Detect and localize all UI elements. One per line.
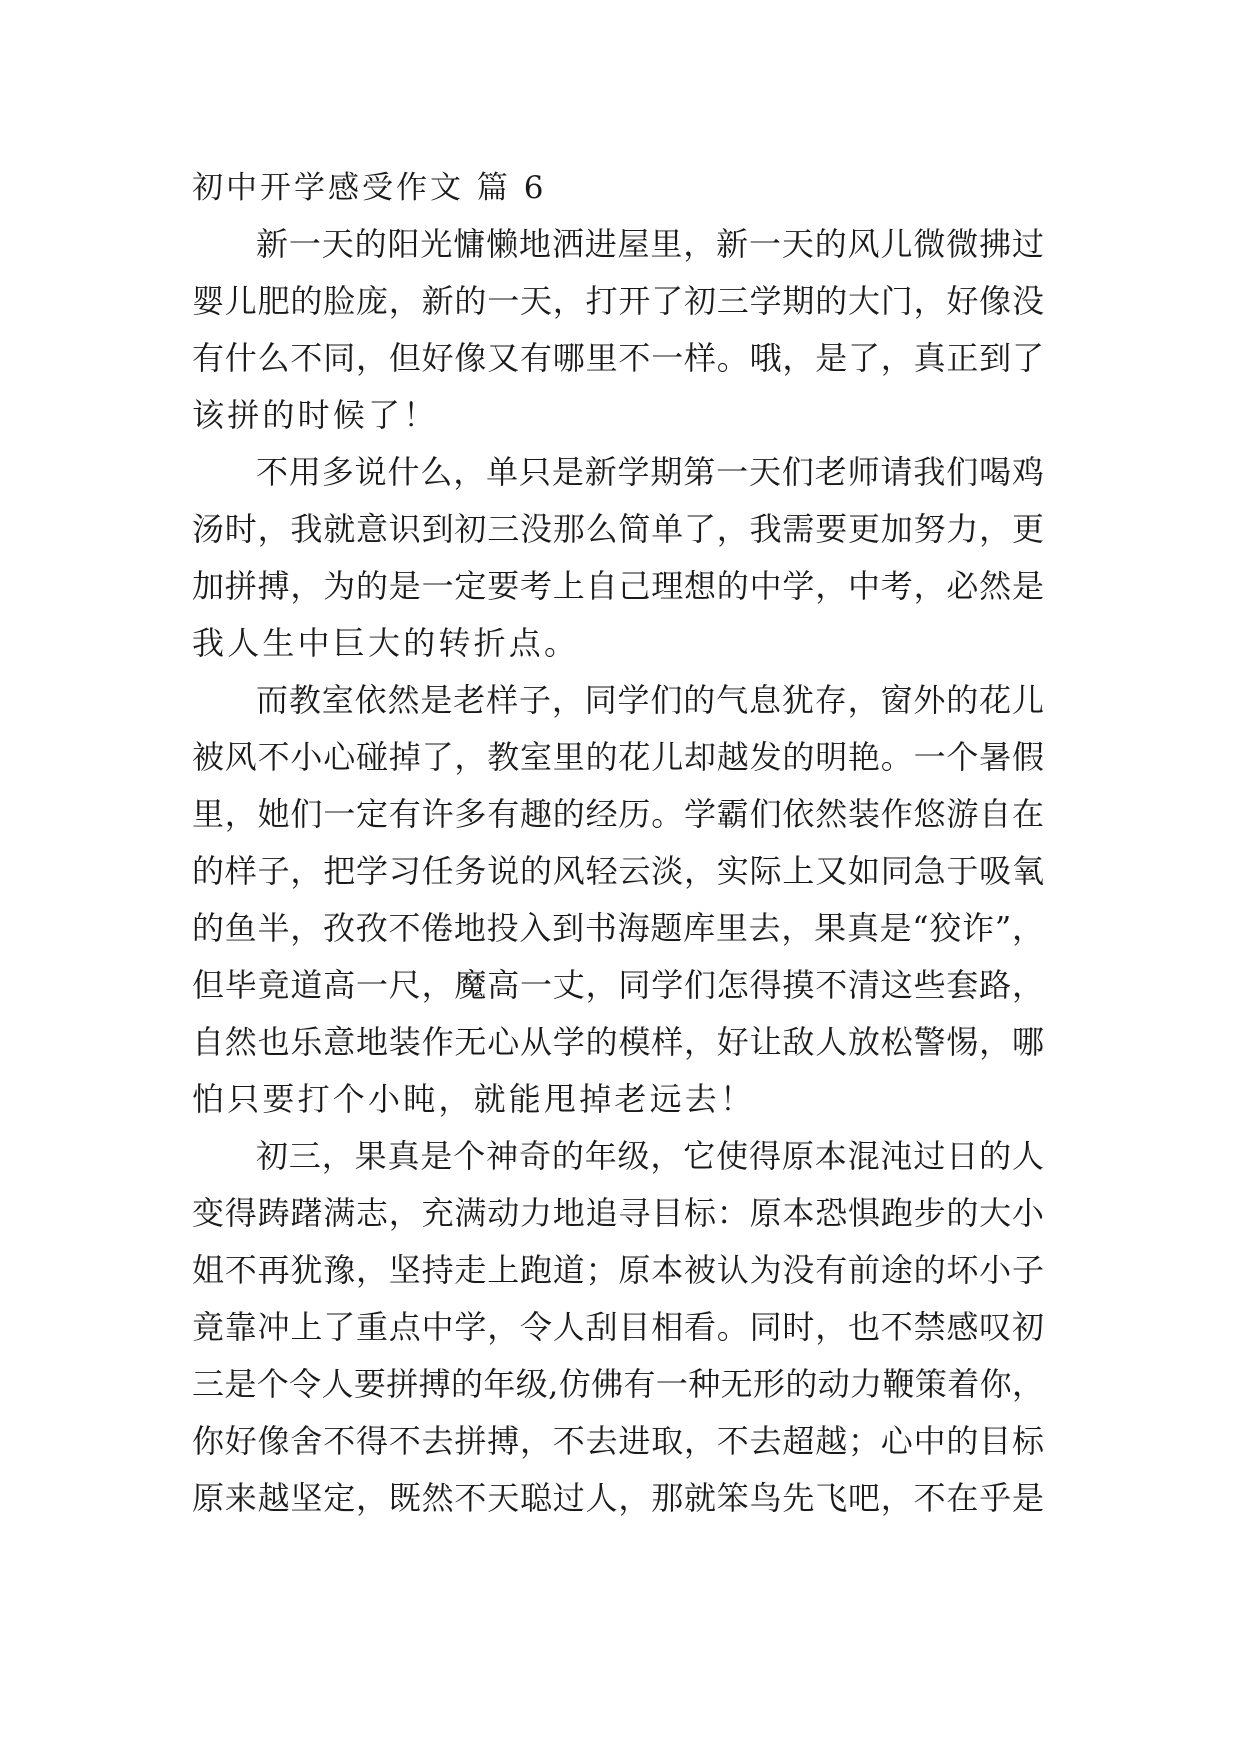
text-line: 婴儿肥的脸庞，新的一天，打开了初三学期的大门，好像没 — [192, 282, 1044, 320]
text-line: 加拼搏，为的是一定要考上自己理想的中学，中考，必然是 — [192, 567, 1044, 605]
text-line: 新一天的阳光慵懒地洒进屋里，新一天的风儿微微拂过 — [256, 225, 1044, 263]
text-line: 但毕竟道高一尺，魔高一丈，同学们怎得摸不清这些套路， — [192, 966, 1044, 1004]
text-line: 的样子，把学习任务说的风轻云淡，实际上又如同急于吸氧 — [192, 852, 1044, 890]
text-line: 里，她们一定有许多有趣的经历。学霸们依然装作悠游自在 — [192, 795, 1044, 833]
text-line: 有什么不同，但好像又有哪里不一样。哦，是了，真正到了 — [192, 339, 1044, 377]
text-line: 你好像舍不得不去拼搏，不去进取，不去超越；心中的目标 — [192, 1422, 1044, 1460]
text-line: 而教室依然是老样子，同学们的气息犹存，窗外的花儿 — [256, 681, 1044, 719]
essay-body — [192, 216, 1044, 1527]
text-line: 自然也乐意地装作无心从学的模样，好让敌人放松警惕，哪 — [192, 1023, 1044, 1061]
text-line: 原来越坚定，既然不天聪过人，那就笨鸟先飞吧，不在乎是 — [192, 1479, 1044, 1517]
text-line: 变得踌躇满志，充满动力地追寻目标：原本恐惧跑步的大小 — [192, 1194, 1044, 1232]
text-line: 不用多说什么，单只是新学期第一天们老师请我们喝鸡 — [256, 453, 1044, 491]
text-line: 怕只要打个小盹，就能甩掉老远去！ — [192, 1080, 756, 1118]
text-line: 我人生中巨大的转折点。 — [192, 624, 580, 662]
text-line: 姐不再犹豫，坚持走上跑道；原本被认为没有前途的坏小子 — [192, 1251, 1044, 1289]
text-line: 三是个令人要拼搏的年级,仿佛有一种无形的动力鞭策着你， — [192, 1365, 1044, 1403]
text-line: 初三，果真是个神奇的年级，它使得原本混沌过日的人 — [256, 1137, 1044, 1175]
text-line: 汤时，我就意识到初三没那么简单了，我需要更加努力，更 — [192, 510, 1044, 548]
text-line: 被风不小心碰掉了，教室里的花儿却越发的明艳。一个暑假 — [192, 738, 1044, 776]
text-line: 竟靠冲上了重点中学，令人刮目相看。同时，也不禁感叹初 — [192, 1308, 1044, 1346]
page-title: 初中开学感受作文 篇 6 — [192, 170, 547, 206]
text-line: 的鱼半，孜孜不倦地投入到书海题库里去，果真是“狡诈”， — [192, 909, 1044, 947]
text-line: 该拼的时候了！ — [192, 396, 439, 434]
